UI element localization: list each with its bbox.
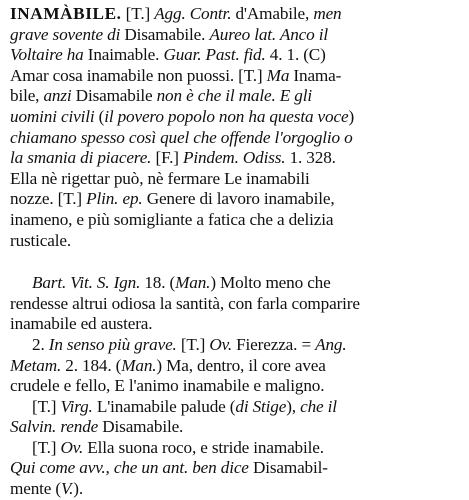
text-segment: Ma [266,65,290,85]
text-segment: Man. [121,355,157,375]
text-segment: 1. 328. [285,148,336,168]
text-segment: Qui come avv., che un ant. ben dice [10,458,249,478]
text-segment: In senso più grave. [48,334,177,354]
text-segment: V. [60,479,74,499]
headword: INAMÀBILE. [10,4,122,23]
text-line [10,335,461,356]
text-line [10,397,461,418]
text-line [10,314,461,335]
text-segment: ) [348,106,355,126]
text-line [10,169,461,190]
text-segment: Ang. [315,334,347,354]
text-segment: crudele e fello, E l'animo inamabile e maligno. [10,376,325,396]
text-segment: uomini civili [10,106,95,126]
text-segment: Guar. Past. fid. [163,45,266,65]
text-segment: L'inamabile palude ( [92,396,236,416]
text-segment: Ov. [209,334,232,354]
text-segment: la smania di piacere. [10,148,152,168]
text-segment: rusticale. [10,230,72,250]
text-segment: 2. 184. ( [61,355,122,375]
text-segment: Disamabile. [120,24,210,44]
text-segment: ) Ma, dentro, il core avea [156,355,326,375]
text-segment: grave sovente di [10,24,121,44]
text-line [10,66,461,87]
text-segment: [T.] [176,334,210,354]
text-segment: Agg. Contr. [154,4,232,23]
text-segment: Voltaire ha [10,45,84,65]
entry-continuation [10,273,461,500]
text-segment: 4. 1. (C) [265,45,326,65]
text-segment: Pindem. Odiss. [182,148,286,168]
text-segment: che il [300,396,337,416]
text-segment: di Stige [235,396,287,416]
text-line [10,231,461,252]
text-segment: Plin. ep. [86,189,143,209]
text-segment: nozze. [T.] [10,189,87,209]
text-line [10,189,461,210]
text-segment: Inaimable. [83,45,164,65]
text-segment: 2. [32,334,49,354]
text-segment: inamabile ed austera. [10,314,153,334]
text-segment: Aureo lat. Anco il [209,24,329,44]
text-segment: Disamabile [71,86,157,106]
text-segment: Salvin. [10,417,57,437]
text-segment: Ella suona roco, e stride inamabile. [83,437,324,457]
text-segment: il povero popolo non ha questa voce [104,106,349,126]
text-line [10,210,461,231]
text-line [10,376,461,397]
text-line [10,458,461,479]
text-segment: ), [286,396,301,416]
text-segment: bile, [10,86,44,106]
text-segment: Man. [175,273,211,293]
text-line [10,273,461,294]
text-segment: rende [60,417,99,437]
text-segment: 18. ( [140,273,176,293]
text-segment: anzi [43,86,72,106]
text-line [10,148,461,169]
text-segment: men [313,4,342,23]
text-segment: ( [51,479,61,499]
text-line [10,86,461,107]
text-segment: Virg. [60,396,93,416]
text-line [10,107,461,128]
entry-main-paragraph [10,4,461,251]
text-segment: Fierezza. = [232,334,316,354]
text-segment: ( [94,106,105,126]
text-segment: Ella nè rigettar può, nè fermare Le inamabili [10,168,310,188]
text-segment: Genere di lavoro inamabile, [142,189,335,209]
text-line [10,294,461,315]
text-line [10,128,461,149]
text-line [10,417,461,438]
text-segment: Inama- [289,65,342,85]
text-segment: [T.] [32,437,61,457]
text-segment: Ov. [60,437,84,457]
text-segment: mente [10,479,52,499]
text-segment: Metam. [10,355,62,375]
text-segment: [F.] [151,148,183,168]
text-segment: inameno, e più somigliante a fatica che a delizia [10,209,334,229]
text-segment: Disamabile. [98,417,184,437]
text-line [10,25,461,46]
text-segment: non è che il male. E gli [156,86,312,106]
text-line [10,4,461,25]
text-segment: ). [73,479,83,499]
text-line [10,356,461,377]
text-line [10,438,461,459]
text-segment: chiamano spesso così quel che offende l'orgoglio o [10,127,353,147]
text-segment: [T.] [32,396,61,416]
text-segment: ) Molto meno che [210,273,331,293]
text-segment: Amar cosa inamabile non puossi. [T.] [10,65,267,85]
text-line [10,45,461,66]
text-segment: d'Amabile, [231,4,314,23]
text-line [10,479,461,500]
text-segment: Disamabil- [248,458,328,478]
text-segment: rendesse altrui odiosa la santità, con farla comparire [10,293,360,313]
text-segment: [T.] [121,4,155,23]
text-segment: Bart. Vit. S. Ign. [32,273,141,293]
